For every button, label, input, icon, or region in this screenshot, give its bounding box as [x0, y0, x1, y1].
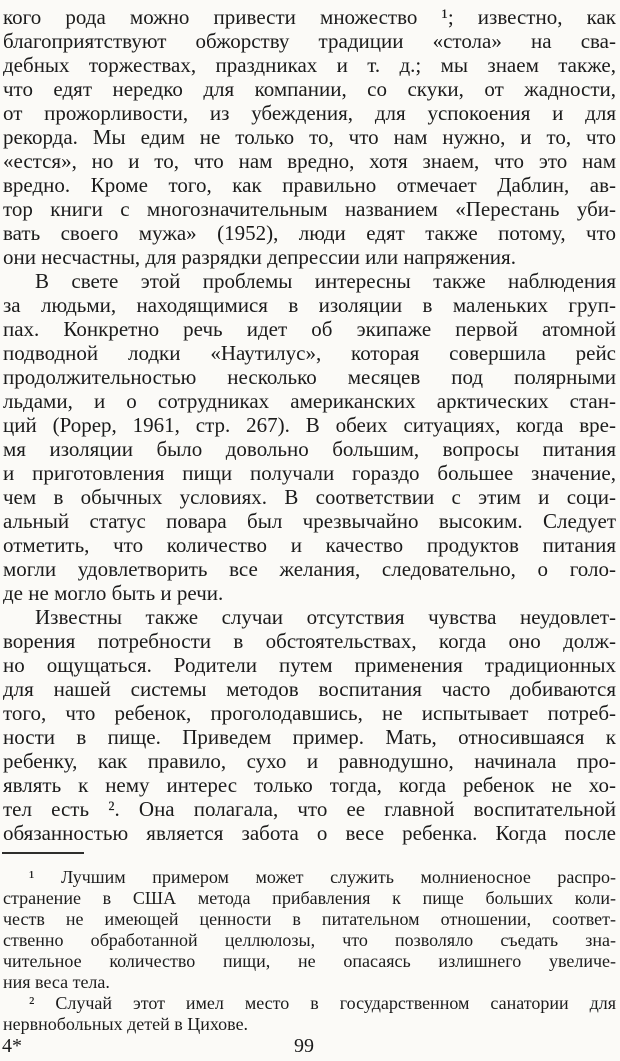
- text-line: и приготовления пищи получали гораздо большее значение,: [3, 461, 616, 485]
- text-line: дебных торжествах, праздниках и т. д.; мы знаем также,: [3, 53, 616, 77]
- text-line: альный статус повара был чрезвычайно высоким. Следует: [3, 509, 616, 533]
- text-line: честв не имеющей ценности в питательном отношении, соответ-: [3, 909, 616, 929]
- text-line: ций (Рорер, 1961, стр. 267). В обеих ситуациях, когда вре-: [3, 413, 616, 437]
- text-line: что едят нередко для компании, со скуки, от жадности,: [3, 77, 616, 101]
- text-line: ственно обработанной целлюлозы, что позволяло съедать зна-: [3, 930, 616, 950]
- text-line: но ощущаться. Родители путем применения традиционных: [3, 653, 616, 677]
- text-line: странение в США метода прибавления к пище больших коли-: [3, 888, 616, 908]
- text-line: ² Случай этот имел место в государственном санатории для: [29, 993, 616, 1013]
- text-line: от прожорливости, из убеждения, для успокоения и для: [3, 101, 616, 125]
- paragraph: [3, 269, 616, 605]
- page-number: 99: [294, 1035, 314, 1057]
- text-line: за людьми, находящимися в изоляции в маленьких груп-: [3, 293, 616, 317]
- text-line: пах. Конкретно речь идет об экипаже первой атомной: [3, 317, 616, 341]
- footnote-divider: [2, 852, 84, 854]
- body-text: [3, 5, 616, 845]
- paragraph: [3, 867, 616, 993]
- text-line: вать своего мужа» (1952), люди едят также потому, что: [3, 221, 616, 245]
- footnotes: [3, 867, 616, 1035]
- text-line: отметить, что количество и качество продуктов питания: [3, 533, 616, 557]
- text-line: они несчастны, для разрядки депрессии или напряжения.: [3, 245, 516, 269]
- text-line: рекорда. Мы едим не только то, что нам нужно, и то, что: [3, 125, 616, 149]
- text-line: «естся», но и то, что нам вредно, хотя знаем, что это нам: [3, 149, 616, 173]
- text-line: ворения потребности в обстоятельствах, когда оно долж-: [3, 629, 616, 653]
- text-line: для нашей системы методов воспитания часто добиваются: [3, 677, 616, 701]
- text-line: тел есть ². Она полагала, что ее главной воспитательной: [3, 797, 616, 821]
- text-line: кого рода можно привести множество ¹; известно, как: [3, 5, 616, 29]
- page-footer: [2, 1033, 616, 1059]
- text-line: чем в обычных условиях. В соответствии с этим и соци-: [3, 485, 616, 509]
- text-line: чительное количество пищи, не опасаясь излишнего увеличе-: [3, 951, 616, 971]
- text-line: ребенку, как правило, сухо и равнодушно, начинала про-: [3, 749, 616, 773]
- text-line: В свете этой проблемы интересны также наблюдения: [35, 269, 616, 293]
- text-line: тор книги с многозначительным названием «Перестань уби-: [3, 197, 616, 221]
- text-line: ности в пище. Приведем пример. Мать, относившаяся к: [3, 725, 616, 749]
- text-line: продолжительностью несколько месяцев под полярными: [3, 365, 616, 389]
- text-line: ния веса тела.: [3, 972, 110, 992]
- text-line: благоприятствуют обжорству традиции «стола» на сва-: [3, 29, 616, 53]
- paragraph: [3, 993, 616, 1035]
- text-line: нервнобольных детей в Цихове.: [3, 1014, 249, 1034]
- text-line: ¹ Лучшим примером может служить молниеносное распро-: [29, 867, 616, 887]
- text-line: подводной лодки «Наутилус», которая совершила рейс: [3, 341, 616, 365]
- text-line: льдами, и о сотрудниках американских арктических стан-: [3, 389, 616, 413]
- signature-mark: 4*: [2, 1035, 22, 1057]
- paragraph: [3, 5, 616, 269]
- text-line: мя изоляции было довольно большим, вопросы питания: [3, 437, 616, 461]
- text-line: являть к нему интерес только тогда, когда ребенок не хо-: [3, 773, 616, 797]
- text-line: Известны также случаи отсутствия чувства неудовлет-: [35, 605, 616, 629]
- text-line: де не могло быть и речи.: [3, 581, 224, 605]
- paragraph: [3, 605, 616, 845]
- text-line: того, что ребенок, проголодавшись, не испытывает потреб-: [3, 701, 616, 725]
- text-line: обязанностью является забота о весе ребенка. Когда после: [3, 821, 616, 845]
- text-line: вредно. Кроме того, как правильно отмечает Даблин, ав-: [3, 173, 616, 197]
- text-line: могли удовлетворить все желания, следовательно, о голо-: [3, 557, 616, 581]
